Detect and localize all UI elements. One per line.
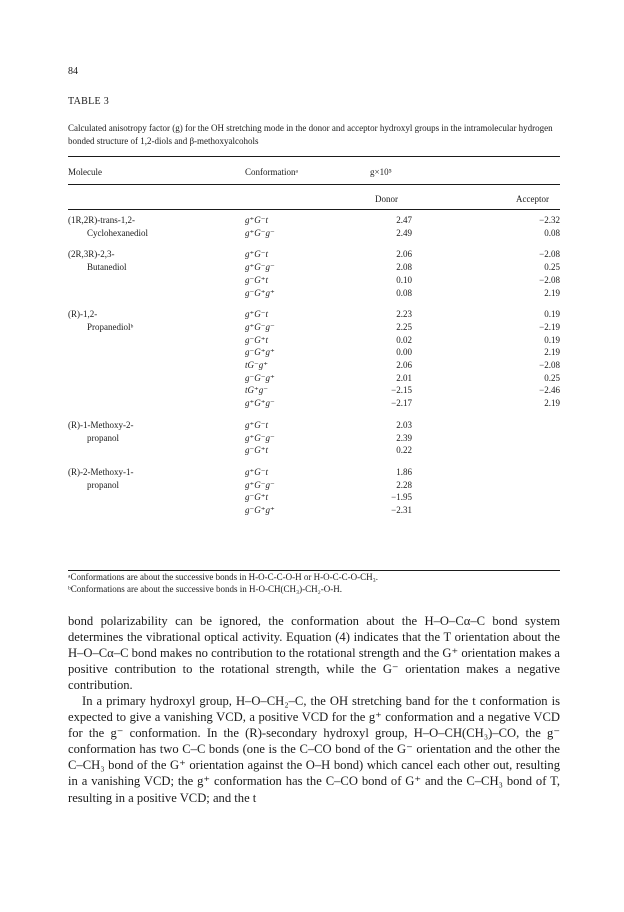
- donor-value-cell: 2.01: [396, 372, 412, 383]
- acceptor-value-cell: [412, 479, 560, 492]
- group-spacer: [68, 457, 560, 466]
- acceptor-value-cell: 2.19: [544, 287, 560, 298]
- conformation-cell: g⁻G⁺g⁺: [245, 505, 275, 516]
- conformation-cell: g⁻G⁺t: [245, 334, 269, 345]
- table-row: [68, 274, 560, 287]
- donor-value-cell: −1.95: [391, 492, 412, 503]
- acceptor-value-cell: −2.32: [539, 215, 560, 225]
- header-donor: Donor: [375, 194, 398, 204]
- header-molecule: Molecule: [68, 167, 102, 177]
- molecule-cell: [68, 334, 245, 347]
- acceptor-value-cell: −2.08: [539, 360, 560, 371]
- donor-value-cell: 1.86: [396, 466, 412, 477]
- molecule-cell: [68, 491, 245, 504]
- table-row: [68, 321, 560, 334]
- molecule-cell: [68, 346, 245, 359]
- table-row: [68, 214, 560, 227]
- molecule-cell: [68, 397, 245, 410]
- donor-value-cell: 2.39: [396, 432, 412, 443]
- conformation-cell: g⁺G⁻g⁻: [245, 262, 275, 273]
- header-sub-rule: [68, 184, 560, 185]
- molecule-cell: [68, 384, 245, 397]
- table-caption: Calculated anisotropy factor (g) for the OH stretching mode in the donor and acceptor hydroxyl groups in the intramolecular hydrogen bonded structure of 1,2-diols and β-methoxyalcohols: [68, 123, 553, 146]
- donor-value-cell: −2.31: [391, 505, 412, 516]
- acceptor-value-cell: 2.19: [544, 347, 560, 358]
- table-row: [68, 419, 560, 432]
- conformation-cell: g⁻G⁺g⁺: [245, 347, 275, 358]
- molecule-cell: (1R,2R)-trans-1,2-: [68, 215, 135, 225]
- acceptor-value-cell: −2.08: [539, 274, 560, 285]
- donor-value-cell: 0.00: [396, 347, 412, 358]
- acceptor-value-cell: 0.19: [544, 309, 560, 320]
- footnote-b: ᵇConformations are about the successive bonds in H-O-CH(CH₃)-CH₂-O-H.: [68, 583, 343, 594]
- molecule-cell: [68, 504, 245, 517]
- footnotes: [68, 572, 560, 595]
- acceptor-value-cell: −2.46: [539, 385, 560, 396]
- conformation-cell: g⁻G⁺t: [245, 274, 269, 285]
- acceptor-value-cell: 2.19: [544, 398, 560, 409]
- molecule-cell: [68, 372, 245, 385]
- acceptor-value-cell: [412, 432, 560, 445]
- table-row: [68, 491, 560, 504]
- group-spacer: [68, 410, 560, 419]
- conformation-cell: g⁻G⁺t: [245, 445, 269, 456]
- molecule-name-continued: propanol: [87, 432, 119, 443]
- molecule-cell: [68, 444, 245, 457]
- header-conformation: Conformationᵃ: [245, 167, 298, 177]
- body-paragraph: In a primary hydroxyl group, H–O–CH₂–C, the OH stretching band for the t conformation is expected to give a vanishing VCD, a positive VCD for the g⁺ conformation and a negative VCD for the g⁻ conformation. In the (R)-secondary hydroxyl group, H–O–CH(CH₃)–CO, the g⁻ conformation has two C–C bonds (one is the C–CO bond of the G⁻ orientation and the other the C–CH₃ bond of the G⁺ orientation against the O–H bond) which cancel each other out, resulting in a vanishing VCD; the g⁺ conformation has the C–CO bond of G⁺ and the C–CH₃ bond of T, resulting in a positive VCD; and the t: [68, 694, 560, 805]
- acceptor-value-cell: [412, 419, 560, 432]
- molecule-cell: [68, 287, 245, 300]
- conformation-cell: g⁺G⁻t: [245, 419, 269, 430]
- conformation-cell: g⁺G⁻t: [245, 309, 269, 320]
- conformation-cell: g⁺G⁻g⁻: [245, 227, 275, 238]
- acceptor-value-cell: −2.08: [539, 249, 560, 260]
- table-top-rule: [68, 156, 560, 157]
- body-paragraph: bond polarizability can be ignored, the conformation about the H–O–Cα–C bond system determines the vibrational optical activity. Equation (4) indicates that the T orientation about the H–O–Cα–C bond makes no contribution to the rotational strength and the G⁺ orientation makes a positive contribution to the rotational strength, while the G⁻ orientation makes a negative contribution.: [68, 614, 560, 693]
- acceptor-value-cell: [412, 491, 560, 504]
- conformation-cell: g⁺G⁻t: [245, 215, 269, 225]
- group-spacer: [68, 299, 560, 308]
- footnote-a: ᵃConformations are about the successive bonds in H-O-C-C-O-H or H-O-C-C-O-CH₃.: [68, 572, 379, 582]
- conformation-cell: g⁺G⁻g⁻: [245, 321, 275, 332]
- table-row: [68, 432, 560, 445]
- header-g-factor: g×10⁵: [370, 167, 392, 177]
- conformation-cell: g⁻G⁻g⁺: [245, 372, 275, 383]
- acceptor-value-cell: 0.19: [544, 334, 560, 345]
- data-table: [68, 214, 560, 517]
- donor-value-cell: 2.49: [396, 227, 412, 238]
- conformation-cell: g⁺G⁻t: [245, 249, 269, 260]
- donor-value-cell: 2.06: [396, 360, 412, 371]
- header-acceptor: Acceptor: [516, 194, 549, 204]
- conformation-cell: g⁻G⁺t: [245, 492, 269, 503]
- table-row: [68, 479, 560, 492]
- molecule-name-continued: Cyclohexanediol: [87, 227, 148, 238]
- group-spacer: [68, 239, 560, 248]
- conformation-cell: g⁺G⁻g⁻: [245, 479, 275, 490]
- donor-value-cell: −2.15: [391, 385, 412, 396]
- body-text: [68, 613, 560, 806]
- donor-value-cell: 2.25: [396, 321, 412, 332]
- table-row: [68, 444, 560, 457]
- donor-value-cell: 0.10: [396, 274, 412, 285]
- molecule-cell: [68, 432, 245, 445]
- table-label: TABLE 3: [68, 96, 110, 107]
- table-row: [68, 261, 560, 274]
- molecule-cell: (R)-1-Methoxy-2-: [68, 419, 134, 430]
- molecule-name-continued: Butanediol: [87, 262, 127, 273]
- table-row: [68, 504, 560, 517]
- donor-value-cell: 0.02: [396, 334, 412, 345]
- donor-value-cell: 2.28: [396, 479, 412, 490]
- molecule-cell: (R)-1,2-: [68, 309, 98, 320]
- acceptor-value-cell: [412, 444, 560, 457]
- conformation-cell: g⁺G⁻t: [245, 466, 269, 477]
- donor-value-cell: 0.08: [396, 287, 412, 298]
- acceptor-value-cell: [412, 504, 560, 517]
- donor-value-cell: 2.47: [396, 215, 412, 225]
- molecule-cell: [68, 321, 245, 334]
- conformation-cell: g⁺G⁺g⁻: [245, 398, 275, 409]
- donor-value-cell: −2.17: [391, 398, 412, 409]
- header-bottom-rule: [68, 209, 560, 210]
- molecule-name-continued: Propanediolᵇ: [87, 321, 134, 332]
- table-row: [68, 384, 560, 397]
- molecule-cell: [68, 227, 245, 240]
- molecule-cell: [68, 261, 245, 274]
- conformation-cell: tG⁻g⁺: [245, 360, 269, 371]
- acceptor-value-cell: 0.08: [544, 227, 560, 238]
- table-row: [68, 227, 560, 240]
- molecule-cell: [68, 274, 245, 287]
- conformation-cell: g⁻G⁺g⁺: [245, 287, 275, 298]
- molecule-name-continued: propanol: [87, 479, 119, 490]
- molecule-cell: [68, 359, 245, 372]
- molecule-cell: (2R,3R)-2,3-: [68, 249, 115, 260]
- conformation-cell: g⁺G⁻g⁻: [245, 432, 275, 443]
- table-row: [68, 248, 560, 261]
- acceptor-value-cell: 0.25: [544, 372, 560, 383]
- donor-value-cell: 2.03: [396, 419, 412, 430]
- molecule-cell: (R)-2-Methoxy-1-: [68, 466, 134, 477]
- table-bottom-rule: [68, 570, 560, 571]
- table-row: [68, 359, 560, 372]
- table-row: [68, 466, 560, 479]
- table-row: [68, 334, 560, 347]
- page-number: 84: [68, 66, 78, 77]
- acceptor-value-cell: [412, 466, 560, 479]
- acceptor-value-cell: −2.19: [539, 321, 560, 332]
- molecule-cell: [68, 479, 245, 492]
- donor-value-cell: 2.08: [396, 262, 412, 273]
- donor-value-cell: 0.22: [396, 445, 412, 456]
- donor-value-cell: 2.23: [396, 309, 412, 320]
- table-row: [68, 397, 560, 410]
- table-row: [68, 372, 560, 385]
- table-row: [68, 346, 560, 359]
- acceptor-value-cell: 0.25: [544, 262, 560, 273]
- conformation-cell: tG⁺g⁻: [245, 385, 269, 396]
- table-row: [68, 287, 560, 300]
- donor-value-cell: 2.06: [396, 249, 412, 260]
- table-row: [68, 308, 560, 321]
